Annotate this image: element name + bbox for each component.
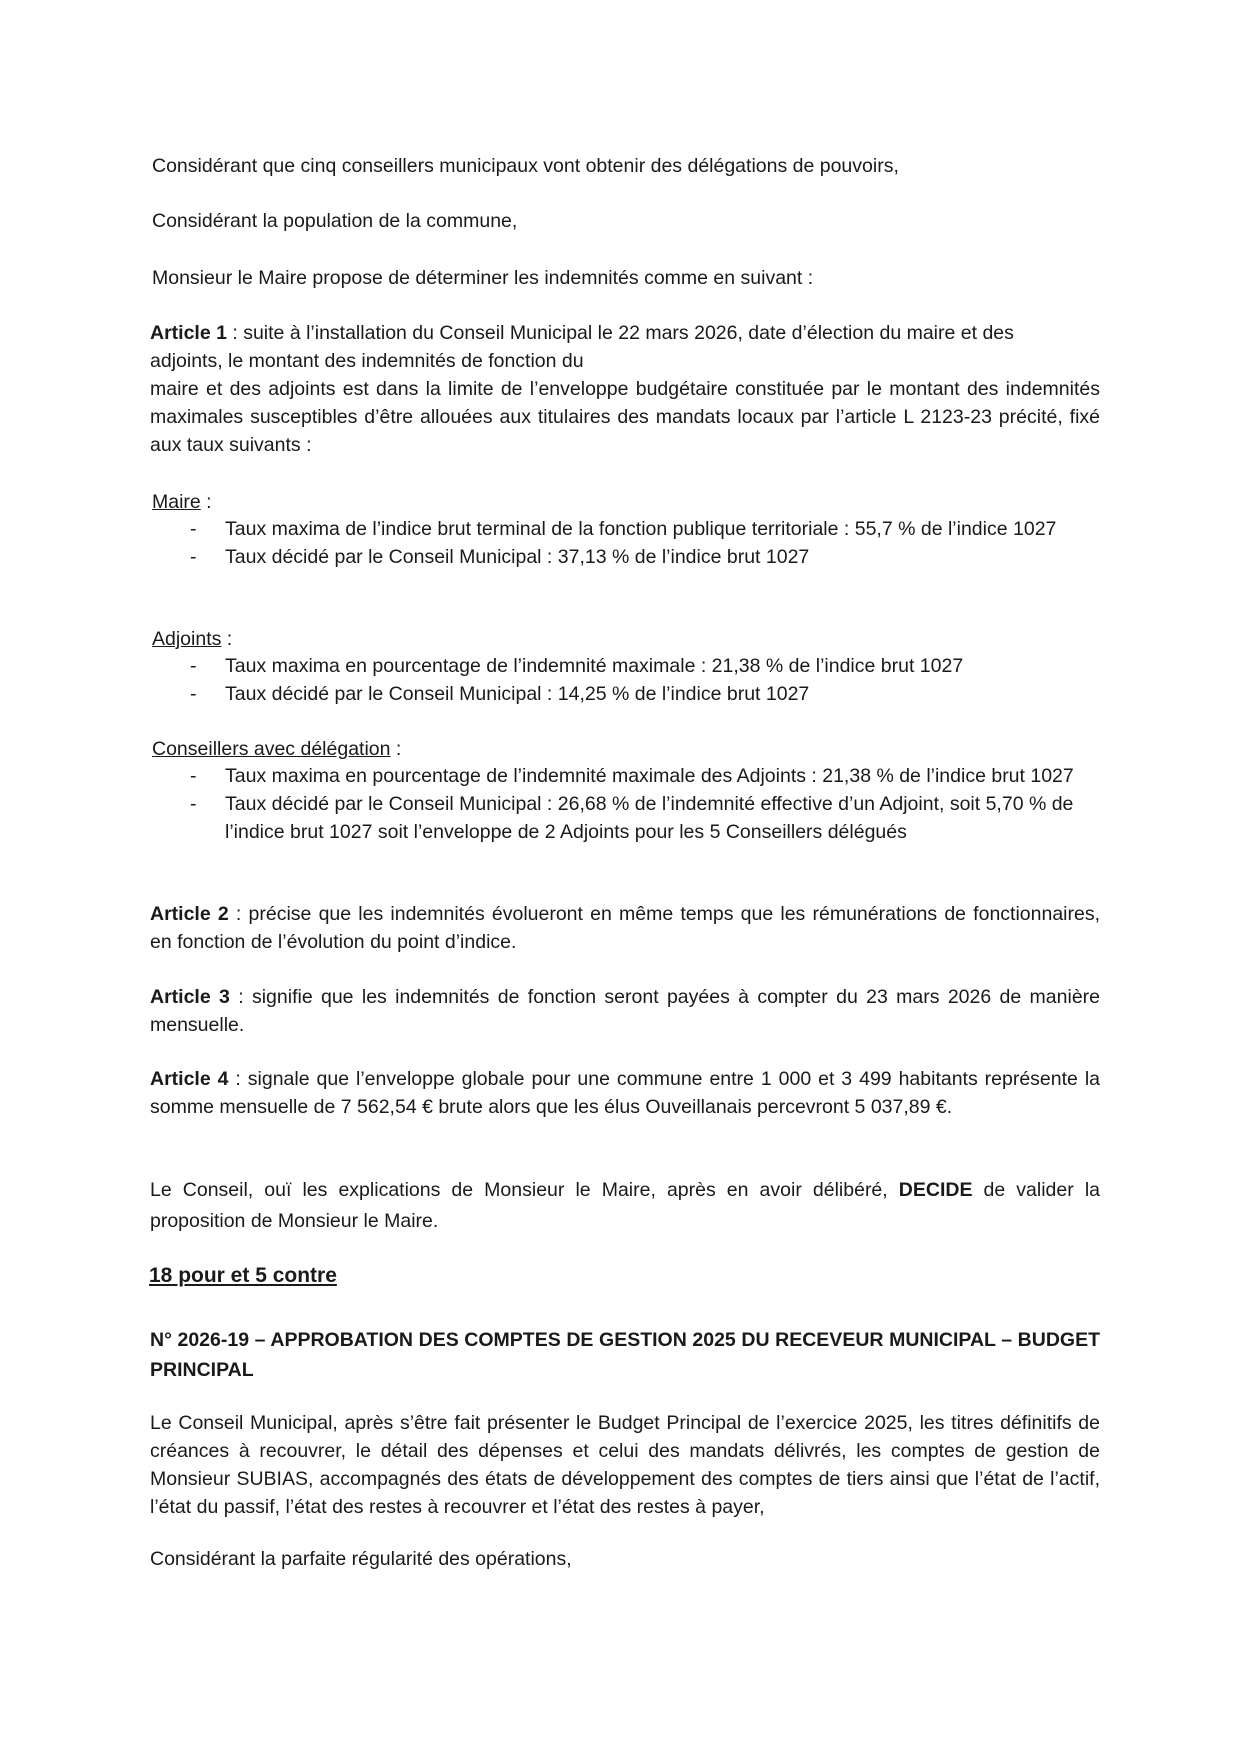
article-1-second-line: adjoints, le montant des indemnités de fonction du — [150, 350, 584, 372]
article-2 — [150, 900, 1100, 956]
paragraph-proposition: Monsieur le Maire propose de déterminer les indemnités comme en suivant : — [152, 267, 814, 289]
conseillers-heading-label: Conseillers avec délégation — [152, 738, 391, 760]
article-1-text-line1: : suite à l’installation du Conseil Municipal le 22 mars 2026, date d’élection du maire et des — [226, 322, 1014, 344]
section-conseillers-heading — [152, 735, 401, 763]
article-3-text: : signifie que les indemnités de fonction seront payées à compter du 23 mars 2026 de manière mensuelle. — [150, 986, 1101, 1036]
list-item-text: Taux décidé par le Conseil Municipal : 37,13 % de l’indice brut 1027 — [225, 546, 810, 568]
list-item — [150, 543, 1100, 571]
decision-text — [150, 1175, 1100, 1237]
bullet-dash: - — [190, 546, 197, 568]
paragraph-considerant-regularite: Considérant la parfaite régularité des opérations, — [150, 1548, 572, 1570]
decision-keyword: DECIDE — [898, 1179, 973, 1201]
list-item-text: Taux décidé par le Conseil Municipal : 14,25 % de l’indice brut 1027 — [225, 683, 810, 705]
maire-heading-label: Maire — [152, 491, 201, 513]
article-2-text: : précise que les indemnités évolueront en même temps que les rémunérations de fonctionnaires, en fonction de l’évolution du point d’indice. — [150, 903, 1101, 953]
list-item-text: Taux maxima en pourcentage de l’indemnité maximale des Adjoints : 21,38 % de l’indice brut 1027 — [225, 765, 1074, 787]
article-1 — [150, 319, 1100, 459]
article-4-label: Article 4 — [150, 1068, 229, 1090]
decision-text-before: Le Conseil, ouï les explications de Monsieur le Maire, après en avoir délibéré, — [150, 1179, 899, 1201]
bullet-dash: - — [190, 683, 197, 705]
section-adjoints-heading — [152, 625, 232, 653]
adjoints-list — [150, 652, 1100, 708]
list-item-text: Taux maxima de l’indice brut terminal de la fonction publique territoriale : 55,7 % de l’indice 1027 — [225, 518, 1057, 540]
vote-result: 18 pour et 5 contre — [149, 1264, 337, 1287]
list-item — [150, 652, 1100, 680]
article-4-paragraph — [150, 1065, 1100, 1121]
bullet-dash: - — [190, 655, 197, 677]
paragraph-considerant-conseillers: Considérant que cinq conseillers municipaux vont obtenir des délégations de pouvoirs, — [152, 155, 899, 177]
deliberation-title: N° 2026-19 – APPROBATION DES COMPTES DE GESTION 2025 DU RECEVEUR MUNICIPAL – BUDGET PRINCIPAL — [150, 1329, 1100, 1381]
bullet-dash: - — [190, 765, 197, 787]
list-item-text: Taux décidé par le Conseil Municipal : 26,68 % de l’indemnité effective d’un Adjoint, soit 5,70 % de l’indice brut 1027 soit l’enveloppe de 2 Adjoints pour les 5 Conseillers délégués — [225, 793, 1074, 843]
bullet-dash: - — [190, 793, 197, 815]
paragraph-considerant-population: Considérant la population de la commune, — [152, 210, 518, 232]
article-3 — [150, 983, 1100, 1039]
bullet-dash: - — [190, 518, 197, 540]
list-item — [150, 762, 1100, 790]
list-item — [150, 790, 1100, 846]
list-item-text: Taux maxima en pourcentage de l’indemnité maximale : 21,38 % de l’indice brut 1027 — [225, 655, 964, 677]
conseillers-list — [150, 762, 1100, 846]
adjoints-heading-label: Adjoints — [152, 628, 222, 650]
decision-text-after: de valider la proposition de Monsieur le Maire. — [150, 1179, 1100, 1232]
article-3-label: Article 3 — [150, 986, 230, 1008]
list-item — [150, 680, 1100, 708]
deliberation-paragraph: Le Conseil Municipal, après s’être fait présenter le Budget Principal de l’exercice 2025, les titres définitifs de créances à recouvrer, le détail des dépenses et celui des mandats délivrés, les comptes de gestion de Monsieur SUBIAS, accompagnés des états de développement des comptes de tiers ainsi que l’état de l’actif, l’état du passif, l’état des restes à recouvrer et l’état des restes à payer, — [150, 1412, 1100, 1518]
article-2-paragraph — [150, 900, 1100, 956]
adjoints-heading-colon: : — [221, 628, 233, 650]
conseillers-heading-colon: : — [390, 738, 402, 760]
maire-list — [150, 515, 1100, 571]
article-3-paragraph — [150, 983, 1100, 1039]
section-maire-heading — [152, 488, 212, 516]
article-1-text-para2: maire et des adjoints est dans la limite de l’enveloppe budgétaire constituée par le montant des indemnités maximales susceptibles d’être allouées aux titulaires des mandats locaux par l’article L 2123-23 précité, fixé aux taux suivants : — [150, 378, 1100, 456]
decision-paragraph — [150, 1175, 1100, 1237]
maire-heading-colon: : — [200, 491, 212, 513]
list-item — [150, 515, 1100, 543]
article-1-label: Article 1 — [150, 322, 227, 344]
article-1-first-line — [150, 319, 1100, 347]
article-4-text: : signale que l’enveloppe globale pour une commune entre 1 000 et 3 499 habitants représente la somme mensuelle de 7 562,54 € brute alors que les élus Ouveillanais percevront 5 037,89 €. — [150, 1068, 1101, 1118]
article-4 — [150, 1065, 1100, 1121]
article-2-label: Article 2 — [150, 903, 229, 925]
